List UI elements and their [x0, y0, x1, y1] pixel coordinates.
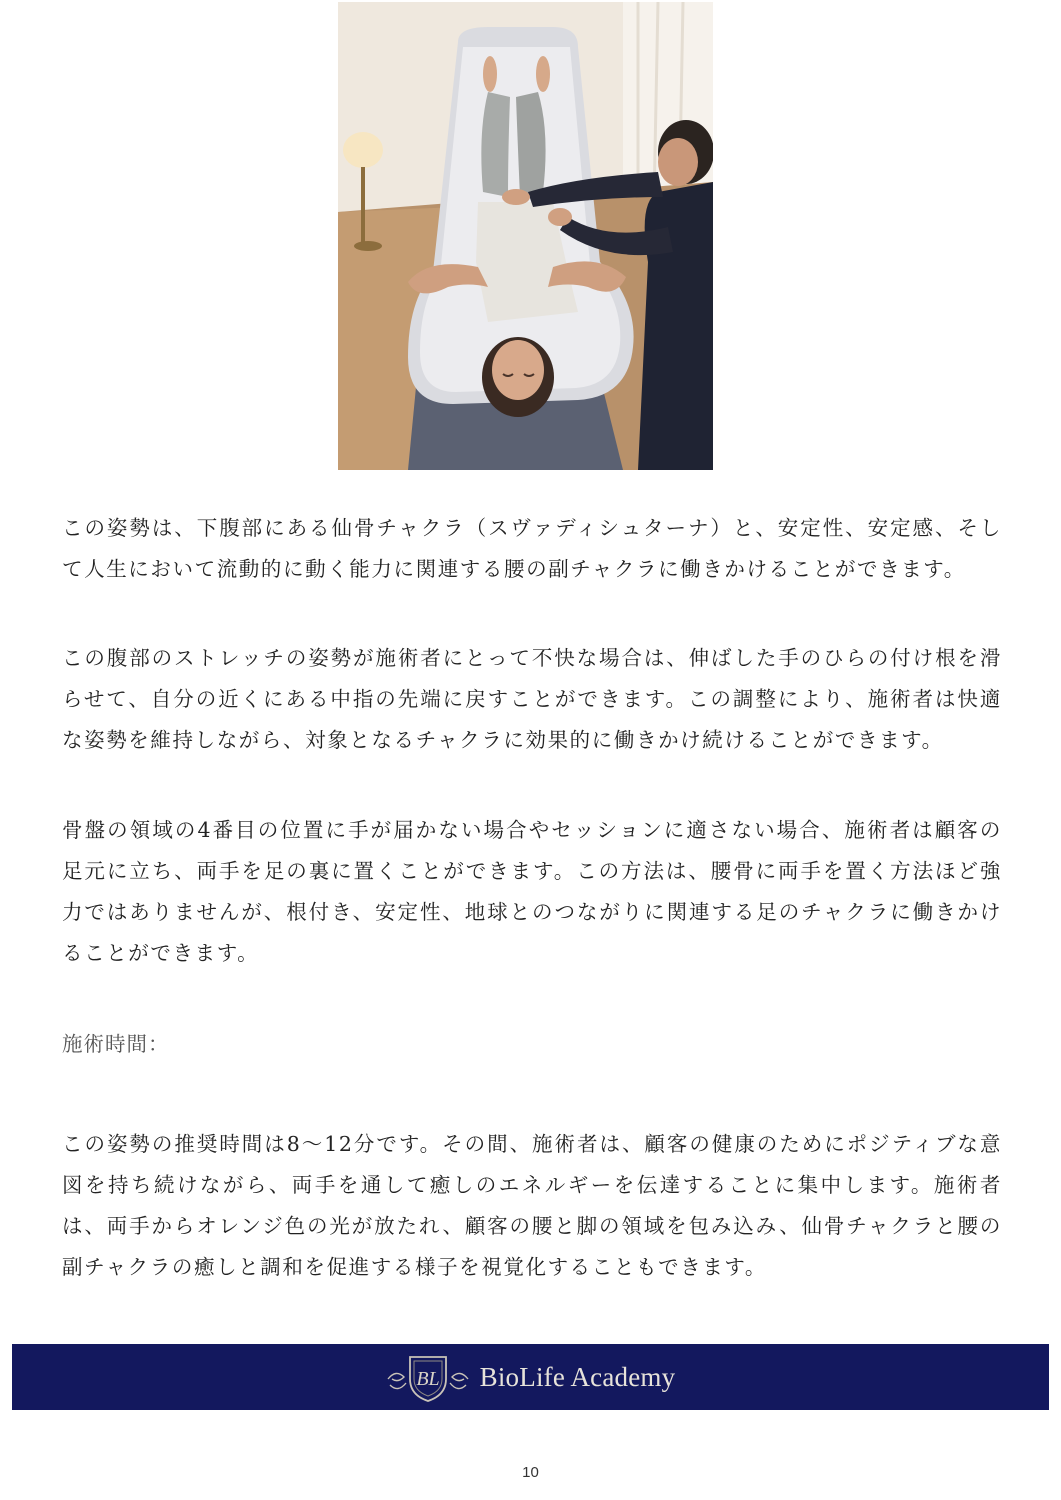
paragraph-duration: この姿勢の推奨時間は8〜12分です。その間、施術者は、顧客の健康のためにポジティブな意図を持ち続けながら、両手を通して癒しのエネルギーを伝達することに集中します。施術者は、両手からオレンジ色の光が放たれ、顧客の腰と脚の領域を包み込み、仙骨チャクラと腰の副チャクラの癒しと調和を促進する様子を視覚化することもできます。 [62, 1132, 1002, 1279]
section-heading-duration: 施術時間： [62, 1032, 170, 1056]
paragraph-abdominal-stretch: この腹部のストレッチの姿勢が施術者にとって不快な場合は、伸ばした手のひらの付け根を滑らせて、自分の近くにある中指の先端に戻すことができます。この調整により、施術者は快適な姿勢を維持しながら、対象となるチャクラに効果的に働きかけ続けることができます。 [62, 646, 1002, 752]
page-number: 10 [522, 1464, 539, 1481]
footer-brand-band [12, 1344, 1049, 1410]
brand-lockup [12, 1344, 1049, 1410]
biolife-logo-icon [386, 1349, 470, 1405]
svg-text:BL: BL [415, 1368, 440, 1390]
brand-name: BioLife Academy [479, 1361, 676, 1392]
massage-session-photo [338, 2, 713, 470]
paragraph-sacral-chakra: この姿勢は、下腹部にある仙骨チャクラ（スヴァディシュターナ）と、安定性、安定感、そして人生において流動的に動く能力に関連する腰の副チャクラに働きかけることができます。 [62, 516, 1002, 581]
paragraph-pelvic-alternative: 骨盤の領域の4番目の位置に手が届かない場合やセッションに適さない場合、施術者は顧客の足元に立ち、両手を足の裏に置くことができます。この方法は、腰骨に両手を置く方法ほど強力ではありませんが、根付き、安定性、地球とのつながりに関連する足のチャクラに働きかけることができます。 [62, 818, 1002, 965]
